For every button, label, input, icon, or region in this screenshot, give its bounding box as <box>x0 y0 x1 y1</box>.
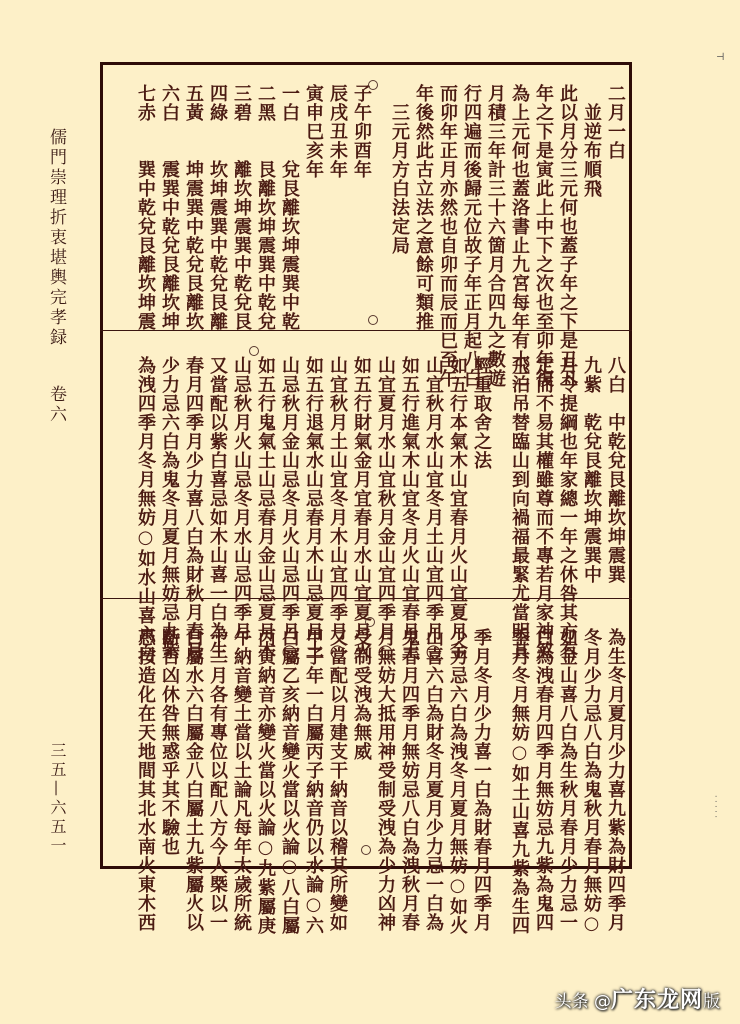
text-column: 受制受洩為無威 <box>351 628 372 761</box>
text-column: 為洩四季月冬月無妨○如水山喜六白 <box>135 356 156 663</box>
star-row: 三碧離坎坤震巽中乾兌艮 <box>231 84 252 331</box>
text-column: 山喜六白為財冬月夏月少力忌一白為 <box>423 628 444 932</box>
column-gap <box>490 356 504 592</box>
text-column: 少力忌六白為洩冬月夏月無妨○如火 <box>447 628 468 935</box>
text-column: 愚按造化在天地間其北水南火東木西 <box>135 628 156 932</box>
text-column: 少力忌六白為鬼冬月夏月無妨忌九紫 <box>159 356 180 660</box>
text-column: 飛泊吊替臨山到向禍福最緊尤當明其 <box>509 356 530 660</box>
text-column: 丙寅納音亦變火當以火論○九紫屬庚 <box>255 628 276 935</box>
column-gap <box>490 628 504 864</box>
text-column: 為生冬月夏月少力喜九紫為財四季月 <box>605 628 626 932</box>
text-column: 又當配以紫白喜忌如木山喜一白為生 <box>207 356 228 660</box>
text-column: 斷吉凶休咎無惑乎其不驗也 <box>159 628 180 856</box>
text-column: 白為洩春月四季月無妨忌九紫為鬼四 <box>533 628 554 932</box>
margin-dots: · · · · · <box>711 795 720 818</box>
circle-mark <box>368 80 378 90</box>
star-row: 一白兌艮離坎坤震巽中乾 <box>279 84 300 331</box>
text-column: 季月冬月無妨○如土山喜九紫為生四 <box>509 628 530 935</box>
text-column: 年後然此古立法之意餘可類推 <box>413 84 434 331</box>
text-column: 鬼春月四季月無妨忌八白為洩秋月春 <box>399 628 420 932</box>
circle-mark <box>368 315 378 325</box>
book-title-margin <box>44 128 69 425</box>
star-row: 七赤巽中乾兌艮離坎坤震 <box>135 84 156 331</box>
star-name: 三碧 <box>231 84 252 122</box>
text-column: 冬月少力忌八白為鬼秋月春月無妨○ <box>581 628 602 935</box>
star-row: 二黑艮離坎坤震巽中乾兌 <box>255 84 276 331</box>
star-name: 四綠 <box>207 84 228 122</box>
text-column: 如五行退氣水山忌春月木山忌夏月土 <box>303 356 324 660</box>
text-column: 山忌秋月火山忌冬月水山忌四季月 <box>231 356 252 641</box>
star-name: 七赤 <box>135 84 156 122</box>
bottom-section <box>110 628 626 935</box>
page-number: 三五—六五一 <box>48 742 67 856</box>
text-column: 如五行進氣木山宜冬月火山宜春月土 <box>399 356 420 660</box>
text-column: 行四遍而後歸元位故子年正月起八白 <box>461 84 482 388</box>
text-column: 白屬乙亥納音變火當以火論○八白屬 <box>279 628 300 935</box>
text-column: 如五行鬼氣土山忌春月金山忌夏月木 <box>255 356 276 660</box>
top-section <box>110 84 626 388</box>
text-column: 輕重取舍之法 <box>471 356 492 470</box>
text-column: 山宜秋月水山宜冬月土山宜四季月○ <box>423 356 444 663</box>
text-column: 白屬水六白屬金八白屬土九紫屬火以 <box>183 628 204 932</box>
text-column: 三元月方白法定局 <box>389 84 410 255</box>
text-column: 如五行財氣金月宜春月水山宜夏月火 <box>351 356 372 660</box>
text-column: 山宜秋月土山宜冬月木山宜四季月○ <box>327 356 348 663</box>
text-column: 十二月各有專位以配八方今人槩以一 <box>207 628 228 932</box>
text-column: 年之下是寅此上中下之次也至卯年復 <box>533 84 554 388</box>
text-column: 九紫 乾兌艮離坎坤震巽中 <box>581 356 602 584</box>
year-header-column: 寅申巳亥年 <box>303 84 324 179</box>
year-header-column: 子午卯酉年 <box>351 84 372 179</box>
text-column: 為上元何也蓋洛書止九宮每年有十二 <box>509 84 530 388</box>
text-column: 八白 中乾兌艮離坎坤震巽 <box>605 356 626 584</box>
text-column: 如五行本氣木山宜春月火山宜夏月金 <box>447 356 468 660</box>
star-row: 六白震巽中乾兌艮離坎坤 <box>159 84 180 331</box>
crop-mark-top-right: ⊣ <box>716 52 725 63</box>
text-column: 山忌秋月金山忌冬月火山忌四季月○ <box>279 356 300 663</box>
volume-label: 卷六 <box>46 384 66 425</box>
text-column: 季月冬月少力喜一白為財春月四季月 <box>471 628 492 932</box>
book-title: 儒門崇理折衷堪輿完孝録 <box>46 128 66 348</box>
text-column: 二月一白 <box>605 84 626 160</box>
text-column: 如金山喜八白為生秋月春月少力忌一 <box>557 628 578 932</box>
text-column: 甲子年一白屬丙子納音仍以水論○六 <box>303 628 324 935</box>
column-gap <box>370 84 384 324</box>
text-column: 又當配以月建支干納音以稽其所變如 <box>327 628 348 932</box>
circle-mark <box>365 617 375 627</box>
star-row: 五黃坤震巽中乾兌艮離坎 <box>183 84 204 331</box>
text-column: 月積三年計三十六箇月合四九之數遊 <box>485 84 506 388</box>
star-name: 六白 <box>159 84 180 122</box>
star-name: 二黑 <box>255 84 276 122</box>
text-column: 此以月分三元何也蓋子年之下是丑丑 <box>557 84 578 388</box>
text-column: 而卯年正月亦然也自卯而辰而巳至午 <box>437 84 458 388</box>
text-column: 午納音變土當以土論凡每年太歲所統 <box>231 628 252 932</box>
star-name: 一白 <box>279 84 300 122</box>
text-column: 定而不易其權雖尊而不專若月家神煞 <box>533 356 554 660</box>
watermark-brand: 广东龙网 <box>610 988 703 1013</box>
circle-mark <box>361 845 371 855</box>
watermark: 头条 @广东龙网版 <box>554 988 720 1013</box>
text-column: 月無妨大抵用神受制受洩為少力凶神 <box>375 628 396 932</box>
star-row: 四綠坎坤震巽中乾兌艮離 <box>207 84 228 331</box>
star-name: 五黃 <box>183 84 204 122</box>
text-column: 並逆布順飛 <box>581 84 602 198</box>
year-header-column: 辰戌丑未年 <box>327 84 348 179</box>
text-column: 山宜夏月水山宜秋月金山宜四季月○ <box>375 356 396 663</box>
text-column: 春月四季月少力喜八白為財秋月春月 <box>183 356 204 660</box>
text-column: 月令提綱也年家總一年之休咎其方有 <box>557 356 578 660</box>
circle-mark <box>249 346 259 356</box>
middle-section <box>110 356 626 663</box>
